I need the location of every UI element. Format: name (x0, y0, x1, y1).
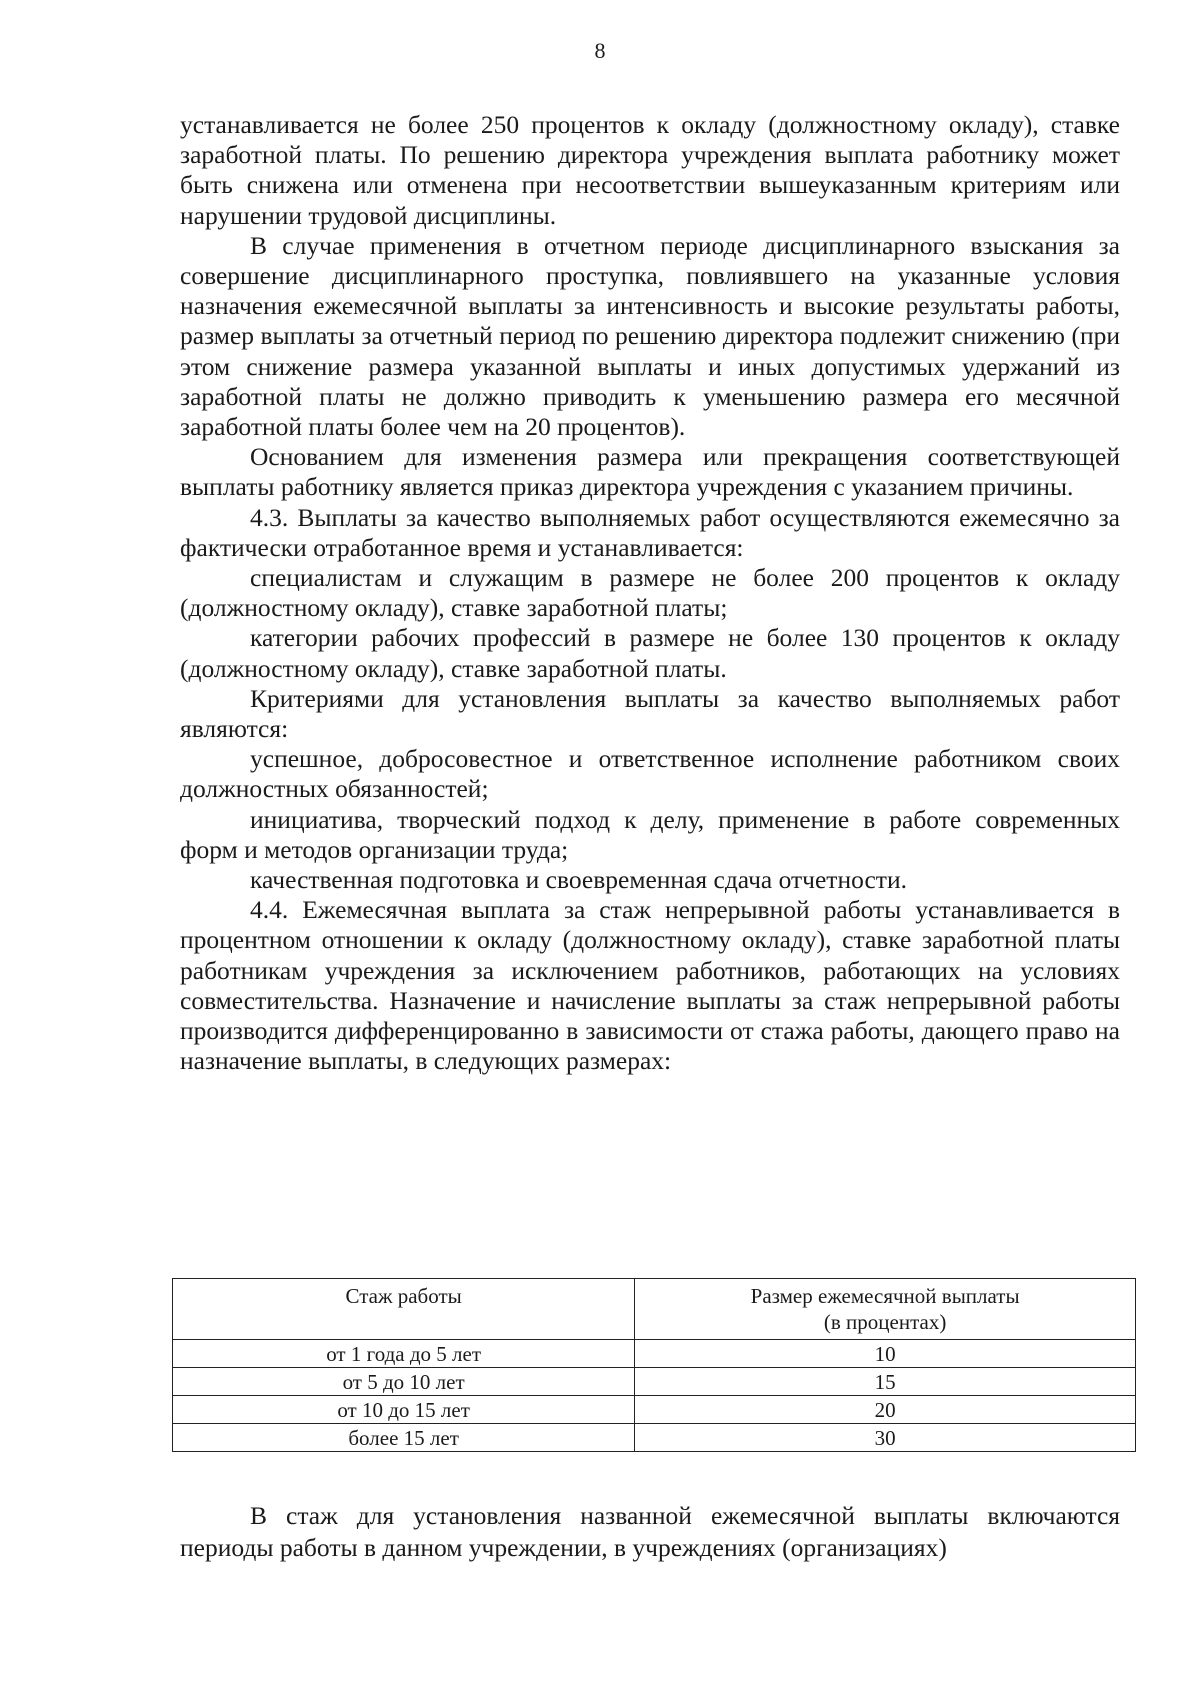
table-header-row (173, 1279, 1136, 1340)
table-cell-period: от 1 года до 5 лет (173, 1340, 635, 1368)
table-cell-period: от 10 до 15 лет (173, 1396, 635, 1424)
header-payment-unit: (в процентах) (823, 1310, 947, 1334)
paragraph: специалистам и служащим в размере не более 200 процентов к окладу (должностному окладу), ставке заработной платы; (180, 563, 1120, 623)
paragraph: успешное, добросовестное и ответственное исполнение работником своих должностных обязанностей; (180, 744, 1120, 804)
table-header-cell (173, 1279, 635, 1340)
table-cell-period: от 5 до 10 лет (173, 1368, 635, 1396)
header-payment-size: Размер ежемесячной выплаты (750, 1284, 1020, 1308)
header-seniority: Стаж работы (345, 1284, 462, 1308)
table-row (173, 1368, 1136, 1396)
table-row (173, 1340, 1136, 1368)
paragraph: 4.3. Выплаты за качество выполняемых работ осуществляются ежемесячно за фактически отработанное время и устанавливается: (180, 502, 1120, 562)
table-cell-period: более 15 лет (173, 1424, 635, 1452)
table-cell-percent: 20 (635, 1396, 1136, 1424)
table-row (173, 1396, 1136, 1424)
page-number: 8 (594, 38, 606, 63)
table-cell-percent: 15 (635, 1368, 1136, 1396)
seniority-table-wrapper (172, 1278, 1136, 1452)
document-body (180, 110, 1120, 1077)
paragraph: В случае применения в отчетном периоде дисциплинарного взыскания за совершение дисциплинарного проступка, повлиявшего на указанные условия назначения ежемесячной выплаты за интенсивность и высокие результаты работы, размер выплаты за отчетный период по решению директора подлежит снижению (при этом снижение размера указанной выплаты и иных допустимых удержаний из заработной платы не должно приводить к уменьшению размера его месячной заработной платы более чем на 20 процентов). (180, 230, 1120, 442)
table-row (173, 1424, 1136, 1452)
paragraph: устанавливается не более 250 процентов к окладу (должностному окладу), ставке заработной платы. По решению директора учреждения выплата работнику может быть снижена или отменена при несоответствии вышеуказанным критериям или нарушении трудовой дисциплины. (180, 110, 1120, 230)
paragraph: инициатива, творческий подход к делу, применение в работе современных форм и методов организации труда; (180, 804, 1120, 864)
table-cell-percent: 30 (635, 1424, 1136, 1452)
table-cell-percent: 10 (635, 1340, 1136, 1368)
paragraph: В стаж для установления названной ежемесячной выплаты включаются периоды работы в данном учреждении, в учреждениях (организациях) (180, 1501, 1120, 1562)
seniority-table (172, 1278, 1136, 1452)
paragraph: Критериями для установления выплаты за качество выполняемых работ являются: (180, 683, 1120, 744)
paragraph: Основанием для изменения размера или прекращения соответствующей выплаты работнику является приказ директора учреждения с указанием причины. (180, 442, 1120, 502)
paragraph: категории рабочих профессий в размере не более 130 процентов к окладу (должностному окладу), ставке заработной платы. (180, 623, 1120, 683)
paragraph: 4.4. Ежемесячная выплата за стаж непрерывной работы устанавливается в процентном отношении к окладу (должностному окладу), ставке заработной платы работникам учреждения за исключением работников, работающих на условиях совместительства. Назначение и начисление выплаты за стаж непрерывной работы производится дифференцированно в зависимости от стажа работы, дающего право на назначение выплаты, в следующих размерах: (180, 895, 1120, 1076)
document-body-continued (180, 1500, 1120, 1564)
table-header-cell (635, 1279, 1136, 1340)
paragraph: качественная подготовка и своевременная сдача отчетности. (250, 865, 907, 895)
